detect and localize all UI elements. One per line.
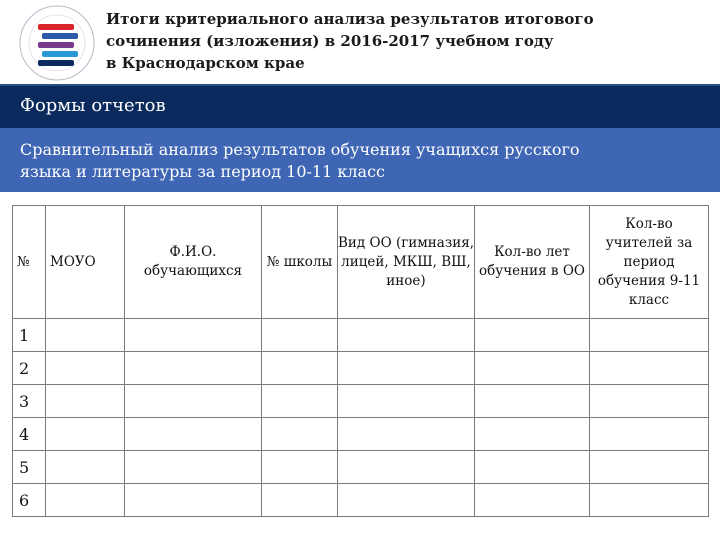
institute-logo-icon (18, 4, 96, 82)
table-cell[interactable] (590, 319, 709, 352)
table-cell[interactable] (125, 319, 262, 352)
header-mouo: МОУО (46, 206, 125, 319)
row-number-cell: 4 (13, 418, 46, 451)
header-student-name: Ф.И.О. обучающихся (125, 206, 262, 319)
page-title (106, 8, 706, 74)
table-cell[interactable] (590, 352, 709, 385)
table-cell[interactable] (475, 385, 590, 418)
table-cell[interactable] (475, 352, 590, 385)
table-header-row (13, 206, 709, 319)
table-cell[interactable] (338, 451, 475, 484)
table-cell[interactable] (590, 385, 709, 418)
header-school-number: № школы (262, 206, 338, 319)
table-cell[interactable] (46, 418, 125, 451)
table-row (13, 451, 709, 484)
subtitle-bar (0, 128, 720, 192)
table-cell[interactable] (262, 319, 338, 352)
table-cell[interactable] (46, 352, 125, 385)
table-cell[interactable] (125, 451, 262, 484)
row-number-cell: 1 (13, 319, 46, 352)
report-table (12, 205, 709, 517)
table-row (13, 385, 709, 418)
row-number-cell: 2 (13, 352, 46, 385)
report-table-wrap (12, 205, 709, 517)
header-teacher-count: Кол-во учителей за период обучения 9-11 класс (590, 206, 709, 319)
table-cell[interactable] (338, 385, 475, 418)
table-cell[interactable] (338, 319, 475, 352)
table-cell[interactable] (590, 451, 709, 484)
table-cell[interactable] (125, 418, 262, 451)
header-years-of-study: Кол-во лет обучения в ОО (475, 206, 590, 319)
logo-book-strip (42, 33, 78, 39)
header (0, 0, 720, 84)
table-row (13, 484, 709, 517)
subtitle-line-2: языка и литературы за период 10-11 класс (20, 162, 385, 181)
table-cell[interactable] (125, 385, 262, 418)
table-cell[interactable] (338, 484, 475, 517)
table-cell[interactable] (475, 484, 590, 517)
row-number-cell: 5 (13, 451, 46, 484)
table-cell[interactable] (262, 385, 338, 418)
table-cell[interactable] (262, 451, 338, 484)
logo-book-strip (38, 42, 74, 48)
table-cell[interactable] (475, 451, 590, 484)
table-cell[interactable] (46, 385, 125, 418)
table-cell[interactable] (338, 418, 475, 451)
table-cell[interactable] (262, 484, 338, 517)
header-number: № (13, 206, 46, 319)
table-row (13, 418, 709, 451)
table-cell[interactable] (590, 418, 709, 451)
logo-book-strip (38, 60, 74, 66)
header-school-type: Вид ОО (гимназия, лицей, МКШ, ВШ, иное) (338, 206, 475, 319)
table-cell[interactable] (590, 484, 709, 517)
section-bar (0, 84, 720, 128)
table-cell[interactable] (46, 484, 125, 517)
logo-book-strip (38, 24, 74, 30)
table-row (13, 319, 709, 352)
table-cell[interactable] (125, 484, 262, 517)
table-row (13, 352, 709, 385)
table-cell[interactable] (262, 352, 338, 385)
section-subtitle (20, 139, 700, 183)
table-cell[interactable] (46, 451, 125, 484)
title-line-3: в Краснодарском крае (106, 54, 305, 72)
logo-book-strip (42, 51, 78, 57)
row-number-cell: 6 (13, 484, 46, 517)
table-cell[interactable] (475, 418, 590, 451)
subtitle-line-1: Сравнительный анализ результатов обучения учащихся русского (20, 140, 580, 159)
table-cell[interactable] (338, 352, 475, 385)
title-line-2: сочинения (изложения) в 2016-2017 учебном году (106, 32, 554, 50)
table-cell[interactable] (46, 319, 125, 352)
section-title: Формы отчетов (20, 95, 166, 116)
table-cell[interactable] (125, 352, 262, 385)
row-number-cell: 3 (13, 385, 46, 418)
title-line-1: Итоги критериального анализа результатов итогового (106, 10, 594, 28)
table-cell[interactable] (475, 319, 590, 352)
table-cell[interactable] (262, 418, 338, 451)
